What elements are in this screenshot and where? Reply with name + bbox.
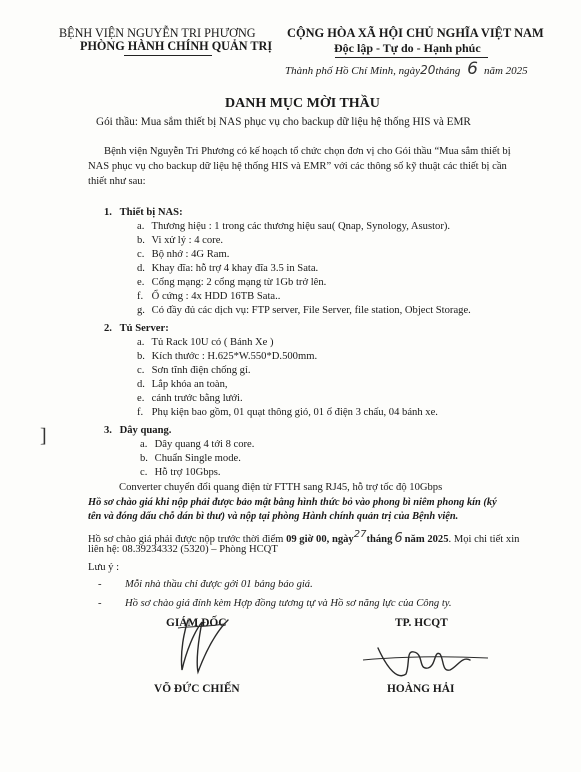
intro-line-3: thiết như sau: [88,176,146,187]
bullet: - [98,579,102,590]
section-2-items [137,336,438,420]
intro-line-2: NAS phục vụ cho backup dữ liệu hệ thống HIS và EMR” với các thông số kỹ thuật các thiết bị cần [88,161,507,172]
note-item-1: - Mỗi nhà thầu chỉ được gởi 01 bảng báo giá. [98,579,313,590]
list-item: b. Vi xử lý : 4 core. [137,235,224,246]
section-3-items [140,438,254,480]
country-name: CỘNG HÒA XÃ HỘI CHỦ NGHĨA VIỆT NAM [287,26,544,40]
right-signer-name: HOÀNG HẢI [387,683,455,695]
hospital-name: BỆNH VIỆN NGUYỄN TRI PHƯƠNG [59,26,256,40]
section-1-heading [104,206,183,220]
notice-line-2: tên và đóng dấu chỗ dán bì thư) và nộp tại phòng Hành chính quản trị của Bệnh viện. [88,511,459,522]
notes-label: Lưu ý : [88,562,120,573]
date-prefix: Thành phố Hồ Chí Minh, ngày [285,65,421,77]
date-day-handwritten: 20 [420,63,436,77]
list-item: a. Thương hiệu : 1 trong các thương hiệu sau( Qnap, Synology, Asustor). [137,221,451,232]
list-item: f. Ổ cứng : 4x HDD 16TB Sata.. [137,291,281,302]
section-2-heading [104,322,169,336]
list-item: a. Dây quang 4 tới 8 core. [140,439,255,450]
left-signer-name: VÕ ĐỨC CHIẾN [154,683,240,695]
deadline-day-handwritten: 27 [353,529,367,540]
list-item: g. Có đầy đủ các dịch vụ: FTP server, File Server, file station, Object Storage. [137,305,471,316]
section-3-heading [104,424,171,438]
section-title: Dây quang. [119,425,172,436]
list-item: d. Khay đĩa: hỗ trợ 4 khay đĩa 3.5 in Sata. [137,263,319,274]
motto-underline [335,57,488,58]
date-year: năm 2025 [483,65,528,77]
section-title: Tủ Server: [119,323,169,334]
list-item: f. Phụ kiện bao gồm, 01 quạt thông gió, 01 ổ điện 3 chấu, 04 bánh xe. [137,407,438,418]
deadline-contact: liên hệ: 08.39234332 (5320) – Phòng HCQT [88,544,278,555]
margin-mark: ] [40,425,47,447]
section-number: 3. [104,425,112,436]
intro-line-1: Bệnh viện Nguyễn Tri Phương có kế hoạch tổ chức chọn đơn vị cho Gói thầu “Mua sắm thiết bị [104,146,511,157]
left-signature-title: GIÁM ĐỐC [166,617,227,629]
deadline-suffix: . Mọi chi tiết xin [448,534,520,545]
section-title: Thiết bị NAS: [119,207,183,218]
list-item: e. cánh trước bằng lưới. [137,393,243,404]
section-number: 2. [104,323,112,334]
list-item: b. Kích thước : H.625*W.550*D.500mm. [137,351,318,362]
section-1-items [137,220,471,318]
list-item: e. Cổng mạng: 2 cổng mạng từ 1Gb trở lên. [137,277,327,288]
department-name: PHÒNG HÀNH CHÍNH QUẢN TRỊ [80,39,273,53]
deadline-month-label: tháng [366,534,393,545]
note-item-2: - Hồ sơ chào giá đính kèm Hợp đồng tương tự và Hồ sơ năng lực của Công ty. [98,598,452,609]
list-item: b. Chuẩn Single mode. [140,453,241,464]
list-item: d. Lắp khóa an toàn, [137,379,228,390]
date-month-label: tháng [435,65,461,77]
deadline-time: 09 giờ 00, ngày [286,534,354,545]
list-item: a. Tủ Rack 10U có ( Bánh Xe ) [137,337,274,348]
right-signature-title: TP. HCQT [395,617,448,629]
deadline-month-handwritten: 6 [394,531,403,546]
right-signature-scribble [358,630,498,685]
date-month-handwritten: 6 [467,59,478,79]
deadline-year: năm 2025 [404,534,449,545]
list-item: c. Sơn tĩnh điện chống gỉ. [137,365,251,376]
deadline-prefix: Hồ sơ chào giá phải được nộp trước thời điểm [88,534,284,545]
list-item: c. Hỗ trợ 10Gbps. [140,467,221,478]
converter-line: Converter chuyển đổi quang điện từ FTTH sang RJ45, hỗ trợ tốc độ 10Gbps [119,482,443,493]
document-title: DANH MỤC MỜI THẦU [225,96,380,111]
document-subtitle: Gói thầu: Mua sắm thiết bị NAS phục vụ cho backup dữ liệu hệ thống HIS và EMR [96,116,471,128]
bullet: - [98,598,102,609]
department-underline [124,55,212,56]
national-motto: Độc lập - Tự do - Hạnh phúc [334,41,481,55]
notice-line-1: Hồ sơ chào giá khi nộp phải được bảo mật bằng hình thức bỏ vào phong bì niêm phong kín (ký [88,497,497,508]
section-number: 1. [104,207,112,218]
list-item: c. Bộ nhớ : 4G Ram. [137,249,230,260]
left-signature-scribble [158,612,233,682]
issue-date [285,59,528,79]
